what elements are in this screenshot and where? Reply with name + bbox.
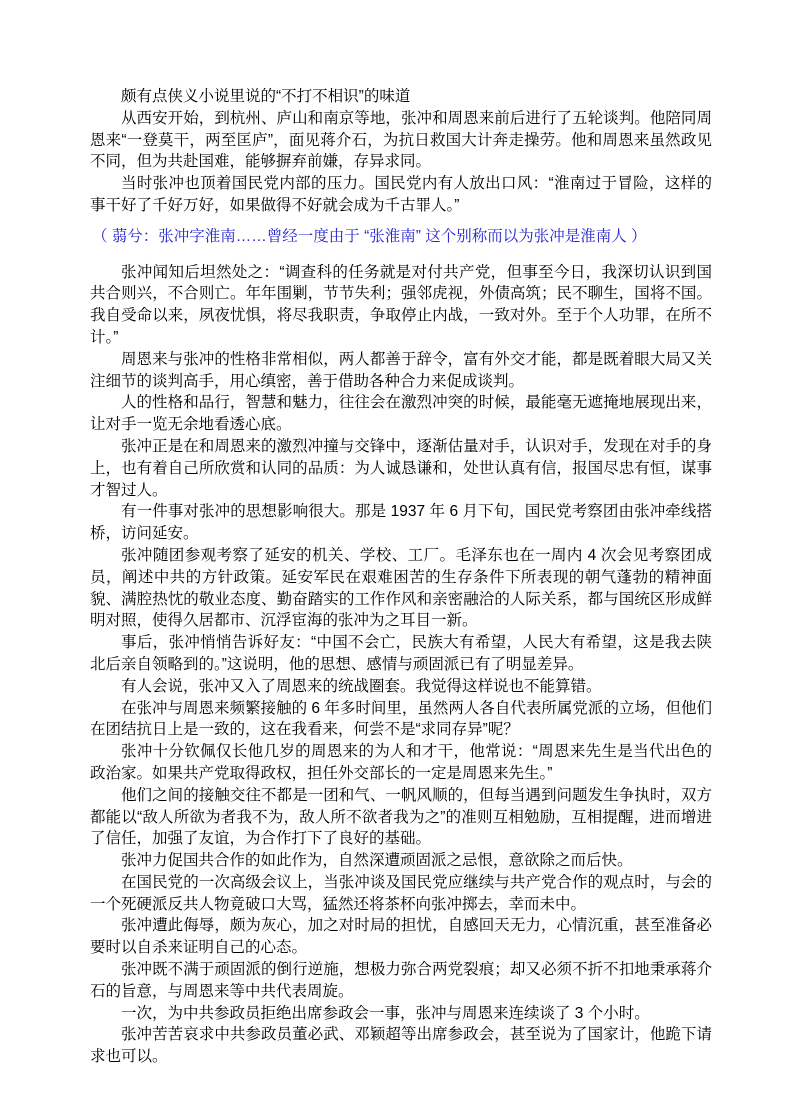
paragraph: 一次，为中共参政员拒绝出席参政会一事，张冲与周恩来连续谈了 3 个小时。 (121, 1004, 650, 1022)
reader-comment: （ 蒻兮：张冲字淮南……曾经一度由于 “张淮南” 这个别称而以为张冲是淮南人 ） (92, 227, 647, 245)
paragraph: 张冲正是在和周恩来的激烈冲撞与交锋中，逐渐估量对手，认识对手，发现在对手的身上，也有着自己所欣赏和认同的品质：为人诚恳谦和，处世认真有信，报国尽忠有恒，谋事才智过人。 (90, 437, 712, 499)
paragraph: 有人会说，张冲又入了周恩来的统战圈套。我觉得这样说也不能算错。 (121, 677, 602, 695)
paragraph: 张冲力促国共合作的如此作为，自然深遭顽固派之忌恨，意欲除之而后快。 (121, 852, 633, 870)
paragraph: 他们之间的接触交往不都是一团和气、一帆风顺的，但每当遇到问题发生争执时，双方都能以“敌人所欲为者我不为，敌人所不欲者我为之”的准则互相勉励，互相提醒，进而增进了信任，加强了友谊，为合作打下了良好的基础。 (90, 786, 712, 848)
paragraph: 人的性格和品行，智慧和魅力，往往会在激烈冲突的时候，最能毫无遮掩地展现出来，让对手一览无余地看透心底。 (90, 394, 712, 434)
document-body (90, 86, 712, 1068)
paragraph: 张冲随团参观考察了延安的机关、学校、工厂。毛泽东也在一周内 4 次会见考察团成员，阐述中共的方针政策。延安军民在艰难困苦的生存条件下所表现的朝气蓬勃的精神面貌、满腔热忱的敬业态度、勤奋踏实的工作作风和亲密融洽的人际关系，都与国统区形成鲜明对照，使得久居都市、沉浮宦海的张冲为之耳目一新。 (90, 546, 712, 630)
paragraph: 张冲既不满于顽固派的倒行逆施，想极力弥合两党裂痕；却又必须不折不扣地秉承蒋介石的旨意，与周恩来等中共代表周旋。 (90, 961, 712, 1000)
paragraph: 有一件事对张冲的思想影响很大。那是 1937 年 6 月下旬，国民党考察团由张冲牵线搭桥，访问延安。 (90, 503, 712, 543)
paragraph: 张冲遭此侮辱，颇为灰心，加之对时局的担忧，自感回天无力，心情沉重，甚至准备必要时以自杀来证明自己的心态。 (90, 917, 712, 957)
paragraph: 张冲十分钦佩仅长他几岁的周恩来的为人和才干，他常说：“周恩来先生是当代出色的政治家。如果共产党取得政权，担任外交部长的一定是周恩来先生。” (90, 743, 712, 782)
paragraph: 当时张冲也顶着国民党内部的压力。国民党内有人放出口风：“淮南过于冒险，这样的事干好了千好万好，如果做得不好就会成为千古罪人。” (90, 175, 712, 214)
paragraph: 从西安开始，到杭州、庐山和南京等地，张冲和周恩来前后进行了五轮谈判。他陪同周恩来“一登莫干，两至匡庐”，面见蒋介石，为抗日救国大计奔走操劳。他和周恩来虽然政见不同，但为共赴国难，能够摒弃前嫌，存异求同。 (90, 109, 712, 171)
paragraph: 在张冲与周恩来频繁接触的 6 年多时间里，虽然两人各自代表所属党派的立场，但他们在团结抗日上是一致的，这在我看来，何尝不是“求同存异”呢？ (90, 699, 712, 739)
paragraph: 颇有点侠义小说里说的“不打不相识”的味道 (121, 88, 411, 105)
paragraph: 周恩来与张冲的性格非常相似，两人都善于辞令，富有外交才能，都是既着眼大局又关注细节的谈判高手，用心缜密，善于借助各种合力来促成谈判。 (90, 350, 712, 390)
paragraph: 张冲闻知后坦然处之：“调查科的任务就是对付共产党，但事至今日，我深切认识到国共合则兴，不合则亡。年年围剿，节节失利；强邻虎视，外债高筑；民不聊生，国将不国。我自受命以来，夙夜忧惧，将尽我职责，争取停止内战，一致对外。至于个人功罪，在所不计。” (90, 263, 712, 346)
paragraph: 张冲苦苦哀求中共参政员董必武、邓颖超等出席参政会，甚至说为了国家计，他跪下请求也可以。 (90, 1026, 712, 1066)
paragraph: 在国民党的一次高级会议上，当张冲谈及国民党应继续与共产党合作的观点时，与会的一个死硬派反共人物竟破口大骂，猛然还将茶杯向张冲掷去，幸而未中。 (90, 873, 712, 913)
paragraph: 事后，张冲悄悄告诉好友：“中国不会亡，民族大有希望，人民大有希望，这是我去陕北后亲自领略到的。”这说明，他的思想、感情与顽固派已有了明显差异。 (90, 634, 712, 673)
